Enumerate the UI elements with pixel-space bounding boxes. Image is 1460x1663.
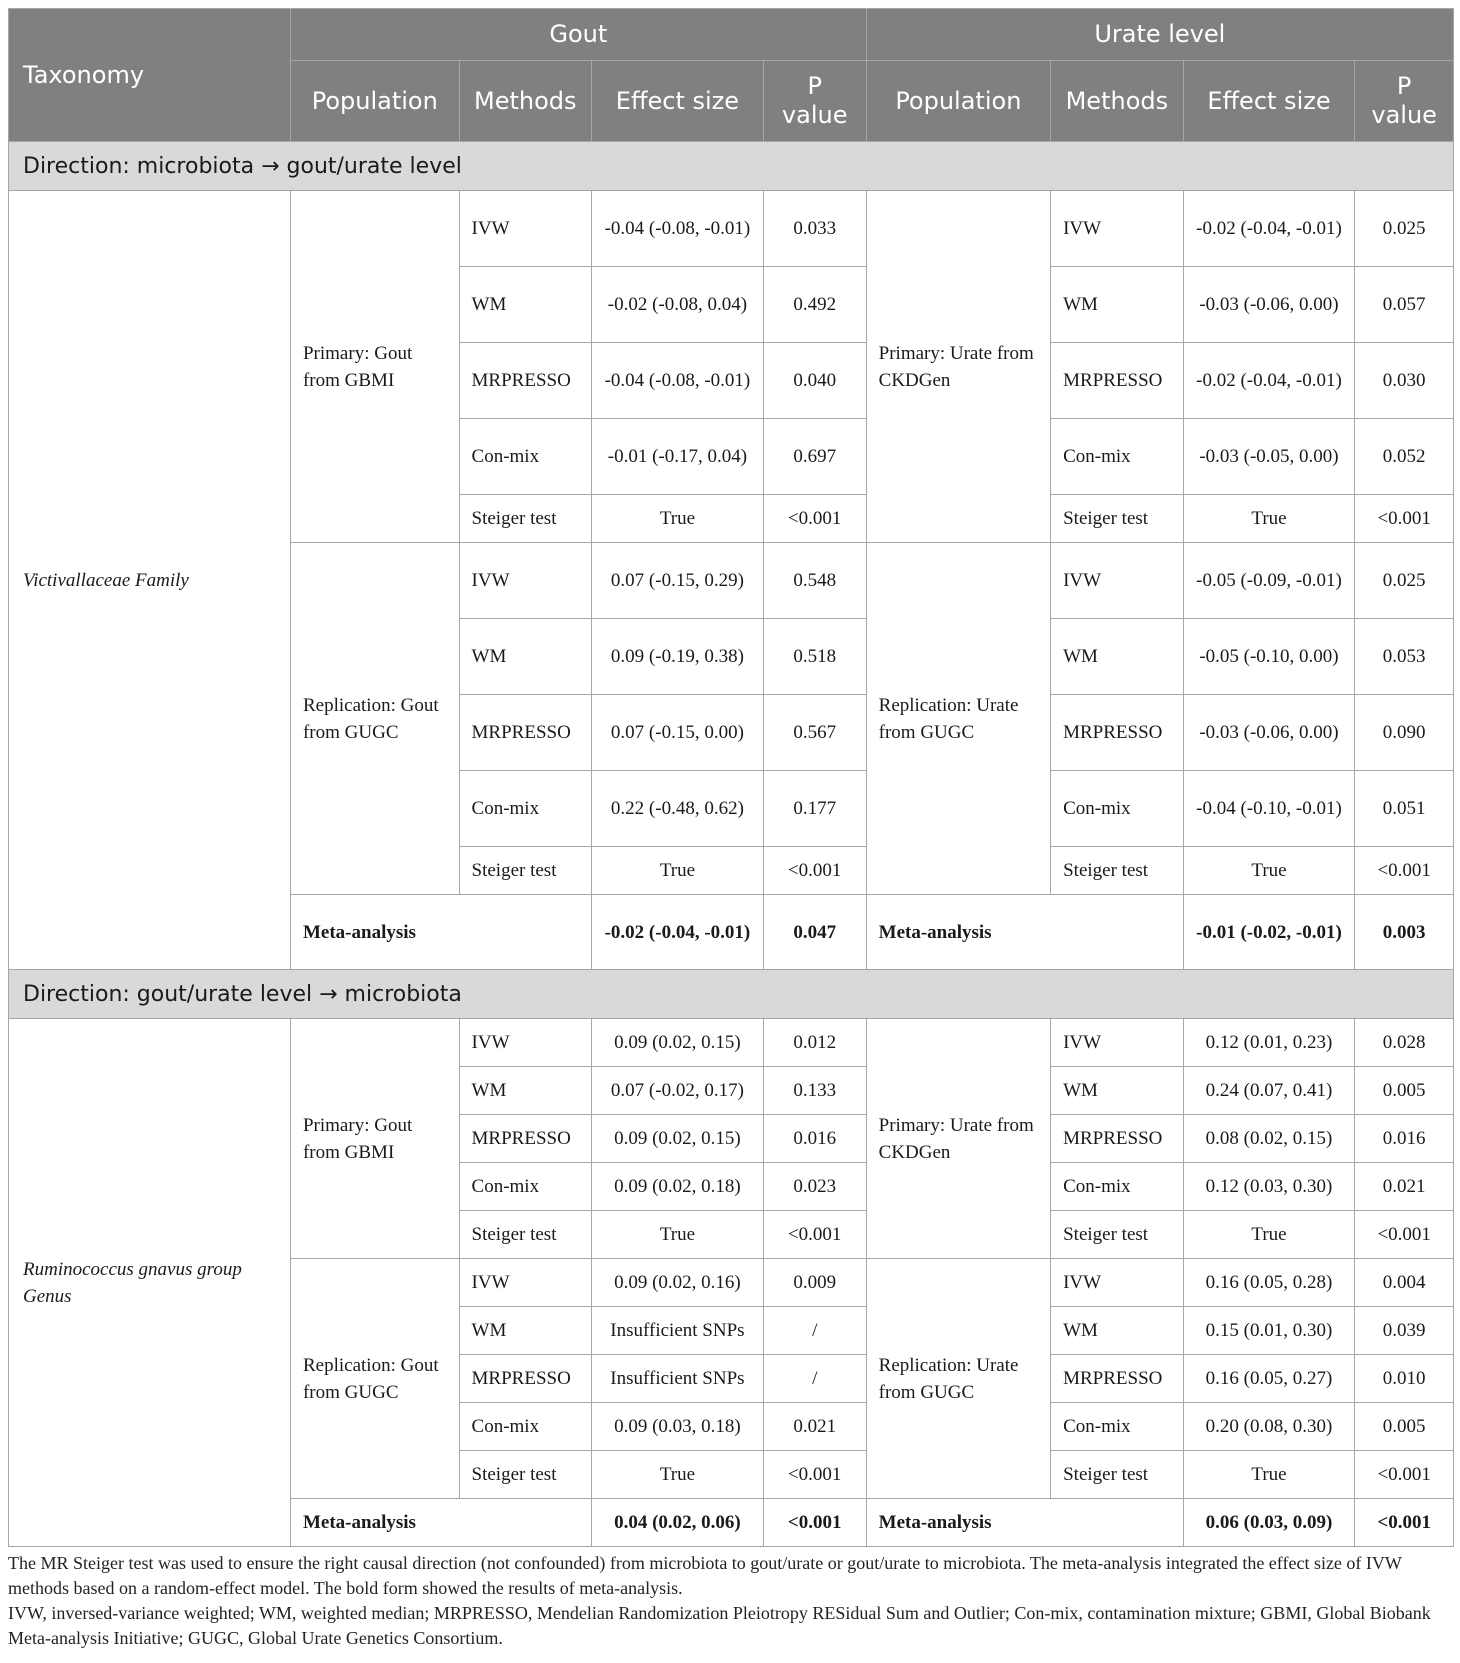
table-body: [9, 142, 1454, 1547]
header-urate: Urate level: [866, 9, 1453, 61]
gout-method: WM: [459, 267, 592, 343]
gout-effect-size: 0.09 (0.03, 0.18): [592, 1403, 764, 1451]
urate-effect-size: 0.16 (0.05, 0.27): [1183, 1355, 1355, 1403]
mr-results-table: [8, 8, 1454, 1547]
urate-p-value: 0.039: [1355, 1307, 1454, 1355]
gout-p-value: <0.001: [763, 495, 866, 543]
gout-effect-size: Insufficient SNPs: [592, 1355, 764, 1403]
header-gout: Gout: [290, 9, 866, 61]
gout-meta-label: Meta-analysis: [290, 895, 591, 970]
gout-replication-population: Replication: Gout from GUGC: [290, 543, 459, 895]
gout-effect-size: Insufficient SNPs: [592, 1307, 764, 1355]
urate-p-value: 0.052: [1355, 419, 1454, 495]
gout-effect-size: 0.09 (0.02, 0.15): [592, 1019, 764, 1067]
gout-method: WM: [459, 619, 592, 695]
urate-effect-size: 0.20 (0.08, 0.30): [1183, 1403, 1355, 1451]
direction-label: Direction: microbiota → gout/urate level: [9, 142, 1454, 191]
direction-row: [9, 970, 1454, 1019]
urate-meta-effect-size: -0.01 (-0.02, -0.01): [1183, 895, 1355, 970]
urate-p-value: 0.021: [1355, 1163, 1454, 1211]
urate-p-value: 0.025: [1355, 191, 1454, 267]
gout-p-value: <0.001: [763, 1211, 866, 1259]
urate-method: Steiger test: [1051, 495, 1184, 543]
urate-effect-size: -0.02 (-0.04, -0.01): [1183, 343, 1355, 419]
urate-meta-p-value: <0.001: [1355, 1499, 1454, 1547]
urate-effect-size: 0.24 (0.07, 0.41): [1183, 1067, 1355, 1115]
gout-meta-effect-size: -0.02 (-0.04, -0.01): [592, 895, 764, 970]
urate-p-value: 0.051: [1355, 771, 1454, 847]
urate-p-value: 0.010: [1355, 1355, 1454, 1403]
urate-p-value: 0.025: [1355, 543, 1454, 619]
urate-effect-size: True: [1183, 1211, 1355, 1259]
gout-p-value: 0.033: [763, 191, 866, 267]
gout-p-value: /: [763, 1355, 866, 1403]
urate-method: MRPRESSO: [1051, 695, 1184, 771]
urate-replication-population: Replication: Urate from GUGC: [866, 543, 1050, 895]
gout-p-value: 0.177: [763, 771, 866, 847]
urate-primary-population: Primary: Urate from CKDGen: [866, 1019, 1050, 1259]
gout-method: Con-mix: [459, 1403, 592, 1451]
urate-method: Con-mix: [1051, 771, 1184, 847]
gout-method: MRPRESSO: [459, 343, 592, 419]
gout-method: IVW: [459, 543, 592, 619]
gout-method: MRPRESSO: [459, 695, 592, 771]
gout-meta-effect-size: 0.04 (0.02, 0.06): [592, 1499, 764, 1547]
gout-method: Con-mix: [459, 1163, 592, 1211]
table-row: [9, 191, 1454, 267]
taxon-name: Ruminococcus gnavus group Genus: [9, 1019, 291, 1547]
gout-effect-size: -0.02 (-0.08, 0.04): [592, 267, 764, 343]
urate-method: Con-mix: [1051, 1163, 1184, 1211]
urate-p-value: <0.001: [1355, 847, 1454, 895]
gout-meta-p-value: 0.047: [763, 895, 866, 970]
gout-meta-p-value: <0.001: [763, 1499, 866, 1547]
urate-p-value: <0.001: [1355, 1451, 1454, 1499]
urate-meta-p-value: 0.003: [1355, 895, 1454, 970]
urate-meta-label: Meta-analysis: [866, 895, 1183, 970]
gout-p-value: 0.133: [763, 1067, 866, 1115]
urate-effect-size: -0.03 (-0.05, 0.00): [1183, 419, 1355, 495]
urate-p-value: 0.005: [1355, 1403, 1454, 1451]
urate-method: WM: [1051, 1067, 1184, 1115]
gout-p-value: <0.001: [763, 1451, 866, 1499]
urate-effect-size: -0.04 (-0.10, -0.01): [1183, 771, 1355, 847]
gout-p-value: /: [763, 1307, 866, 1355]
urate-method: Steiger test: [1051, 1451, 1184, 1499]
header-gout-p-value: P value: [763, 61, 866, 142]
urate-effect-size: 0.12 (0.03, 0.30): [1183, 1163, 1355, 1211]
urate-method: Con-mix: [1051, 419, 1184, 495]
urate-effect-size: 0.15 (0.01, 0.30): [1183, 1307, 1355, 1355]
urate-effect-size: True: [1183, 495, 1355, 543]
gout-effect-size: 0.09 (0.02, 0.15): [592, 1115, 764, 1163]
header-taxonomy: Taxonomy: [9, 9, 291, 142]
gout-p-value: 0.567: [763, 695, 866, 771]
urate-method: WM: [1051, 1307, 1184, 1355]
urate-p-value: 0.005: [1355, 1067, 1454, 1115]
gout-p-value: 0.040: [763, 343, 866, 419]
urate-method: IVW: [1051, 191, 1184, 267]
gout-p-value: 0.012: [763, 1019, 866, 1067]
gout-effect-size: 0.07 (-0.15, 0.00): [592, 695, 764, 771]
table-footnotes: [8, 1551, 1454, 1651]
header-urate-methods: Methods: [1051, 61, 1184, 142]
urate-effect-size: -0.03 (-0.06, 0.00): [1183, 695, 1355, 771]
gout-method: MRPRESSO: [459, 1355, 592, 1403]
urate-effect-size: -0.05 (-0.09, -0.01): [1183, 543, 1355, 619]
gout-meta-label: Meta-analysis: [290, 1499, 591, 1547]
urate-method: WM: [1051, 619, 1184, 695]
header-urate-effect-size: Effect size: [1183, 61, 1355, 142]
header-urate-population: Population: [866, 61, 1050, 142]
gout-p-value: 0.518: [763, 619, 866, 695]
urate-method: IVW: [1051, 1259, 1184, 1307]
urate-p-value: <0.001: [1355, 495, 1454, 543]
gout-effect-size: 0.09 (0.02, 0.16): [592, 1259, 764, 1307]
taxon-name: Victivallaceae Family: [9, 191, 291, 970]
urate-p-value: 0.016: [1355, 1115, 1454, 1163]
urate-p-value: 0.057: [1355, 267, 1454, 343]
gout-p-value: 0.548: [763, 543, 866, 619]
gout-effect-size: 0.09 (0.02, 0.18): [592, 1163, 764, 1211]
direction-label: Direction: gout/urate level → microbiota: [9, 970, 1454, 1019]
gout-effect-size: True: [592, 1451, 764, 1499]
urate-method: MRPRESSO: [1051, 1115, 1184, 1163]
header-gout-effect-size: Effect size: [592, 61, 764, 142]
gout-method: Con-mix: [459, 419, 592, 495]
urate-p-value: 0.030: [1355, 343, 1454, 419]
urate-effect-size: 0.12 (0.01, 0.23): [1183, 1019, 1355, 1067]
urate-effect-size: True: [1183, 1451, 1355, 1499]
urate-p-value: 0.090: [1355, 695, 1454, 771]
gout-effect-size: 0.22 (-0.48, 0.62): [592, 771, 764, 847]
urate-effect-size: -0.02 (-0.04, -0.01): [1183, 191, 1355, 267]
gout-p-value: 0.021: [763, 1403, 866, 1451]
gout-p-value: <0.001: [763, 847, 866, 895]
header-gout-methods: Methods: [459, 61, 592, 142]
results-table-container: [8, 8, 1454, 1651]
urate-method: Steiger test: [1051, 1211, 1184, 1259]
gout-method: IVW: [459, 1259, 592, 1307]
table-row: [9, 1019, 1454, 1067]
urate-method: IVW: [1051, 543, 1184, 619]
gout-primary-population: Primary: Gout from GBMI: [290, 191, 459, 543]
gout-effect-size: -0.04 (-0.08, -0.01): [592, 343, 764, 419]
gout-method: IVW: [459, 1019, 592, 1067]
footnote-1: The MR Steiger test was used to ensure the right causal direction (not confounded) from microbiota to gout/urate or gout/urate to microbiota. The meta-analysis integrated the effect size of IVW methods based on a random-effect model. The bold form showed the results of meta-analysis.: [8, 1553, 1402, 1598]
urate-effect-size: -0.03 (-0.06, 0.00): [1183, 267, 1355, 343]
urate-p-value: <0.001: [1355, 1211, 1454, 1259]
urate-primary-population: Primary: Urate from CKDGen: [866, 191, 1050, 543]
urate-meta-label: Meta-analysis: [866, 1499, 1183, 1547]
gout-method: Steiger test: [459, 1451, 592, 1499]
header-urate-p-value: P value: [1355, 61, 1454, 142]
gout-p-value: 0.016: [763, 1115, 866, 1163]
gout-effect-size: 0.07 (-0.02, 0.17): [592, 1067, 764, 1115]
direction-row: [9, 142, 1454, 191]
gout-primary-population: Primary: Gout from GBMI: [290, 1019, 459, 1259]
gout-effect-size: 0.09 (-0.19, 0.38): [592, 619, 764, 695]
urate-method: Steiger test: [1051, 847, 1184, 895]
gout-method: Steiger test: [459, 1211, 592, 1259]
gout-method: WM: [459, 1307, 592, 1355]
urate-replication-population: Replication: Urate from GUGC: [866, 1259, 1050, 1499]
gout-effect-size: True: [592, 1211, 764, 1259]
urate-effect-size: 0.16 (0.05, 0.28): [1183, 1259, 1355, 1307]
gout-p-value: 0.009: [763, 1259, 866, 1307]
urate-effect-size: -0.05 (-0.10, 0.00): [1183, 619, 1355, 695]
urate-effect-size: 0.08 (0.02, 0.15): [1183, 1115, 1355, 1163]
gout-method: IVW: [459, 191, 592, 267]
gout-effect-size: True: [592, 847, 764, 895]
urate-method: MRPRESSO: [1051, 343, 1184, 419]
urate-method: MRPRESSO: [1051, 1355, 1184, 1403]
urate-p-value: 0.053: [1355, 619, 1454, 695]
gout-effect-size: 0.07 (-0.15, 0.29): [592, 543, 764, 619]
gout-p-value: 0.492: [763, 267, 866, 343]
gout-replication-population: Replication: Gout from GUGC: [290, 1259, 459, 1499]
footnote-2: IVW, inversed-variance weighted; WM, weighted median; MRPRESSO, Mendelian Randomization Pleiotropy RESidual Sum and Outlier; Con-mix, contamination mixture; GBMI, Global Biobank Meta-analysis Initiative; GUGC, Global Urate Genetics Consortium.: [8, 1603, 1431, 1648]
urate-method: Con-mix: [1051, 1403, 1184, 1451]
gout-effect-size: -0.04 (-0.08, -0.01): [592, 191, 764, 267]
gout-method: MRPRESSO: [459, 1115, 592, 1163]
gout-effect-size: True: [592, 495, 764, 543]
gout-method: Steiger test: [459, 847, 592, 895]
urate-method: WM: [1051, 267, 1184, 343]
urate-p-value: 0.004: [1355, 1259, 1454, 1307]
urate-effect-size: True: [1183, 847, 1355, 895]
urate-method: IVW: [1051, 1019, 1184, 1067]
urate-p-value: 0.028: [1355, 1019, 1454, 1067]
gout-method: Con-mix: [459, 771, 592, 847]
gout-effect-size: -0.01 (-0.17, 0.04): [592, 419, 764, 495]
urate-meta-effect-size: 0.06 (0.03, 0.09): [1183, 1499, 1355, 1547]
gout-p-value: 0.697: [763, 419, 866, 495]
gout-method: WM: [459, 1067, 592, 1115]
gout-method: Steiger test: [459, 495, 592, 543]
header-gout-population: Population: [290, 61, 459, 142]
gout-p-value: 0.023: [763, 1163, 866, 1211]
